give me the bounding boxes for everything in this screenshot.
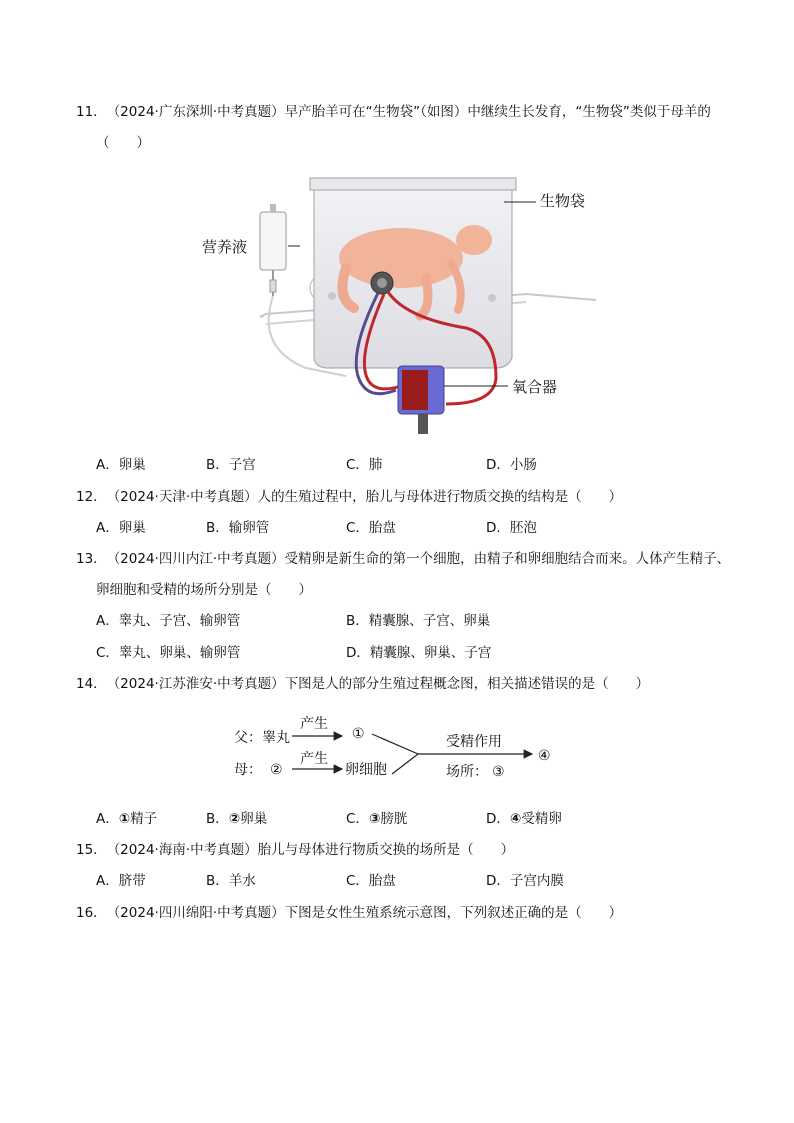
q12-option-a[interactable]: A．卵巢	[96, 520, 146, 536]
label-bio-bag: 生物袋	[540, 192, 586, 210]
q11-option-a[interactable]: A．卵巢	[96, 457, 146, 473]
q11-option-b[interactable]: B．子宫	[206, 457, 256, 473]
produce-label-2: 产生	[300, 751, 328, 767]
label-oxygenator: 氧合器	[512, 378, 558, 396]
oxygenator-shape	[398, 366, 444, 434]
q13-option-a[interactable]: A．睾丸、子宫、输卵管	[96, 613, 241, 629]
fertilization-label: 受精作用	[446, 734, 502, 750]
q14-option-b[interactable]	[206, 810, 267, 828]
q14-c-letter: C．	[346, 811, 369, 827]
q15-stem: （2024·海南·中考真题）胎儿与母体进行物质交换的场所是（ ）	[106, 842, 515, 858]
q13-option-d[interactable]: D．精囊腺、卵巢、子宫	[346, 645, 492, 661]
artificial-womb-illustration	[196, 168, 616, 448]
circle-2: ②	[270, 762, 283, 778]
q15-option-c[interactable]: C．胎盘	[346, 873, 396, 889]
q14-c-mark: ③	[368, 811, 381, 827]
q15-line1	[76, 841, 514, 859]
q15-option-a[interactable]: A．脐带	[96, 873, 146, 889]
concept-diagram-svg	[230, 708, 570, 788]
q11-stem: （2024·广东深圳·中考真题）早产胎羊可在“生物袋”（如图）中继续生长发育，“生物袋”类似于母羊的	[106, 104, 711, 120]
q13-line1	[76, 550, 730, 568]
q15-option-d[interactable]: D．子宫内膜	[486, 873, 564, 889]
artificial-womb-figure	[196, 168, 616, 448]
circle-3: ③	[492, 764, 505, 780]
q13-number: 13．	[76, 551, 107, 567]
q11-line2: （ ）	[96, 135, 150, 151]
q14-option-d[interactable]	[486, 810, 562, 828]
q14-number: 14．	[76, 676, 107, 692]
q14-b-mark: ②	[228, 811, 241, 827]
q11-option-c[interactable]: C．肺	[346, 457, 383, 473]
q14-option-a[interactable]	[96, 810, 157, 828]
q14-d-text: 受精卵	[521, 811, 562, 827]
q12-option-d[interactable]: D．胚泡	[486, 520, 537, 536]
q14-b-text: 卵巢	[240, 811, 268, 827]
q14-stem: （2024·江苏淮安·中考真题）下图是人的部分生殖过程概念图，相关描述错误的是（ ）	[106, 676, 650, 692]
circle-1: ①	[352, 726, 365, 742]
mother-label: 母：	[234, 762, 262, 778]
circle-4: ④	[538, 748, 551, 764]
q13-line2: 卵细胞和受精的场所分别是（ ）	[96, 582, 312, 598]
q13-option-b[interactable]: B．精囊腺、子宫、卵巢	[346, 613, 491, 629]
q14-a-mark: ①	[118, 811, 131, 827]
q12-stem: （2024·天津·中考真题）人的生殖过程中，胎儿与母体进行物质交换的结构是（ ）	[106, 489, 623, 505]
q12-number: 12．	[76, 489, 107, 505]
q11-line1	[76, 103, 711, 121]
q12-line1	[76, 488, 622, 506]
q12-option-b[interactable]: B．输卵管	[206, 520, 270, 536]
q14-d-mark: ④	[509, 811, 522, 827]
q13-stem: （2024·四川内江·中考真题）受精卵是新生命的第一个细胞，由精子和卵细胞结合而来。人体产生精子、	[106, 551, 731, 567]
egg-cell-label: 卵细胞	[345, 762, 387, 778]
q16-line1	[76, 904, 622, 922]
q14-a-letter: A．	[96, 811, 119, 827]
q16-stem: （2024·四川绵阳·中考真题）下图是女性生殖系统示意图，下列叙述正确的是（ ）	[106, 905, 623, 921]
q14-c-text: 膀胱	[380, 811, 408, 827]
q14-option-c[interactable]	[346, 810, 407, 828]
label-nutrient-solution: 营养液	[202, 238, 248, 256]
q16-number: 16．	[76, 905, 107, 921]
produce-label-1: 产生	[300, 716, 328, 732]
q11-option-d[interactable]: D．小肠	[486, 457, 537, 473]
father-testis-label: 父：睾丸	[234, 730, 290, 746]
site-label: 场所：	[446, 764, 488, 780]
q11-number: 11．	[76, 104, 107, 120]
reproduction-concept-diagram	[230, 708, 570, 788]
q12-option-c[interactable]: C．胎盘	[346, 520, 396, 536]
q14-line1	[76, 675, 649, 693]
q15-option-b[interactable]: B．羊水	[206, 873, 256, 889]
q15-number: 15．	[76, 842, 107, 858]
q14-b-letter: B．	[206, 811, 229, 827]
q14-a-text: 精子	[130, 811, 158, 827]
q14-d-letter: D．	[486, 811, 510, 827]
q13-option-c[interactable]: C．睾丸、卵巢、输卵管	[96, 645, 241, 661]
